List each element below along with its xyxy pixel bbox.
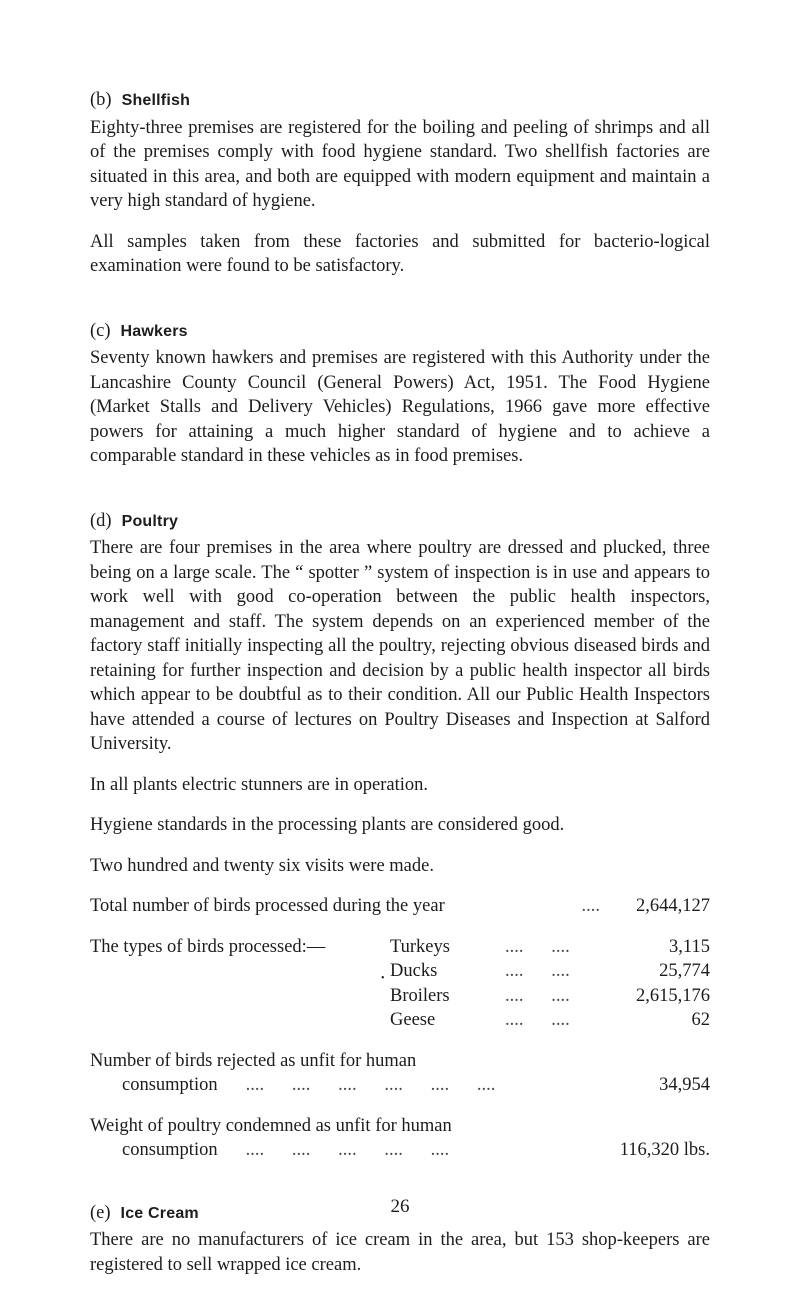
section-shellfish bbox=[90, 88, 710, 279]
weight-label-line1: Weight of poultry condemned as unfit for human bbox=[90, 1115, 452, 1136]
rejected-birds-value: 34,954 bbox=[659, 1075, 710, 1095]
table-row bbox=[90, 935, 710, 960]
section-title: Hawkers bbox=[120, 322, 188, 340]
leader-dots-visible: .... .... .... .... .... bbox=[245, 1140, 463, 1160]
document-page bbox=[90, 88, 710, 1277]
table-row bbox=[90, 984, 710, 1009]
paragraph: Hygiene standards in the processing plants are considered good. bbox=[90, 815, 565, 835]
bird-name: Broilers bbox=[390, 985, 450, 1006]
paragraph: There are four premises in the area where poultry are dressed and plucked, three being on a large scale. The “ spotter ” system of inspection is in use and appears to work well with good co-operation between the public health inspectors, management and staff. The system depends on an experienced member of the factory staff initially inspecting all the poultry, rejecting obvious diseased birds and retaining for further inspection and decision by a public health inspector all birds which appear to be doubtful as to their condition. All our Public Health Inspectors have attended a course of lectures on Poultry Diseases and Inspection at Salford University. bbox=[90, 538, 710, 754]
paragraph: All samples taken from these factories and submitted for bacterio-logical examination were found to be satisfactory. bbox=[90, 231, 710, 276]
total-birds-label: Total number of birds processed during the year bbox=[90, 896, 445, 916]
bird-count: 2,615,176 bbox=[636, 985, 710, 1006]
leader-dots: .... .... bbox=[505, 961, 570, 981]
paragraph: Eighty-three premises are registered for the boiling and peeling of shrimps and all of the premises comply with food hygiene standard. Two shellfish factories are situated in this area, and both are equipped with modern equipment and maintain a very high standard of hygiene. bbox=[90, 117, 710, 211]
section-letter: (c) bbox=[90, 320, 111, 341]
leader-dots: .... .... bbox=[505, 936, 570, 957]
total-birds-row bbox=[90, 894, 710, 919]
section-title: Poultry bbox=[121, 512, 179, 530]
section-title: Shellfish bbox=[121, 92, 191, 109]
total-birds-value: 2,644,127 bbox=[636, 896, 710, 916]
paragraph: Two hundred and twenty six visits were made. bbox=[90, 855, 434, 876]
leader-dots-visible: .... .... .... .... .... .... bbox=[245, 1075, 510, 1095]
section-hawkers bbox=[90, 319, 710, 469]
section-letter: (b) bbox=[90, 90, 112, 110]
bird-name: Ducks bbox=[390, 961, 438, 981]
paragraph: In all plants electric stunners are in operation. bbox=[90, 774, 429, 795]
weight-label-line2: consumption bbox=[122, 1140, 218, 1160]
rejected-label-line2: consumption bbox=[122, 1075, 218, 1095]
bird-count: 25,774 bbox=[659, 961, 710, 981]
rejected-birds-block bbox=[90, 1049, 710, 1098]
section-poultry bbox=[90, 509, 710, 1163]
section-letter: (d) bbox=[90, 510, 112, 531]
bird-name: Geese bbox=[390, 1010, 436, 1030]
paragraph: There are no manufacturers of ice cream in the area, but 153 shop-keepers are registered to sell wrapped ice cream. bbox=[90, 1230, 710, 1275]
bird-count: 3,115 bbox=[669, 936, 710, 957]
leader-dots: .... .... bbox=[505, 985, 570, 1006]
table-row bbox=[90, 1008, 710, 1033]
bird-types-table bbox=[90, 935, 710, 1033]
condemned-weight-value: 116,320 lbs. bbox=[619, 1140, 710, 1160]
bird-types-label: The types of birds processed:— bbox=[90, 936, 326, 957]
section-heading bbox=[90, 509, 710, 535]
section-heading bbox=[90, 319, 710, 345]
section-heading bbox=[90, 88, 710, 114]
rejected-label-line1: Number of birds rejected as unfit for human bbox=[90, 1050, 417, 1071]
bird-count: 62 bbox=[691, 1010, 710, 1030]
section-title: Ice Cream bbox=[120, 1204, 199, 1222]
paragraph: Seventy known hawkers and premises are registered with this Authority under the Lancashire County Council (General Powers) Act, 1951. The Food Hygiene (Market Stalls and Delivery Vehicles) Regulations, 1966 gave more effective powers for attaining a much higher standard of hygiene and to achieve a comparable standard in these vehicles as in food premises. bbox=[90, 348, 710, 466]
condemned-weight-block bbox=[90, 1114, 710, 1163]
section-letter: (e) bbox=[90, 1202, 111, 1223]
stray-bullet: • bbox=[381, 972, 385, 984]
bird-name: Turkeys bbox=[390, 936, 450, 957]
table-row bbox=[90, 959, 710, 984]
leader-dots: .... bbox=[581, 896, 600, 916]
leader-dots: .... .... bbox=[505, 1010, 570, 1030]
page-number: 26 bbox=[390, 1196, 410, 1217]
